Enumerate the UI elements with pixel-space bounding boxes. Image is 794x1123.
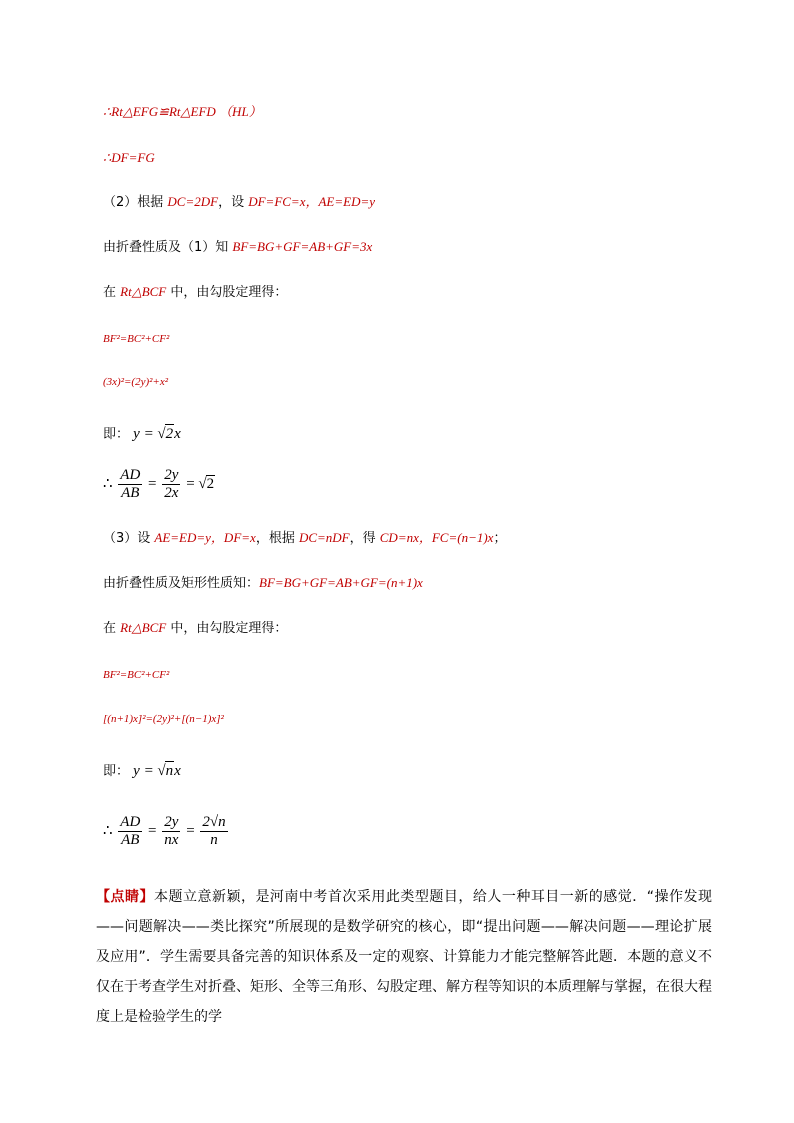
- part3-fold-eq: BF=BG+GF=AB+GF=(n+1)x: [259, 575, 423, 590]
- denominator: AB: [121, 485, 140, 501]
- therefore-symbol: ∴: [103, 822, 113, 839]
- numerator: 2y: [164, 467, 179, 483]
- part3-pythag-intro: [103, 619, 287, 638]
- denominator: n: [210, 832, 218, 848]
- result-math: y = √2x: [133, 426, 181, 442]
- text-segment: ，得: [349, 531, 380, 546]
- part2-fold-prefix: 由折叠性质及（1）知: [103, 240, 233, 255]
- text-segment: 在: [103, 621, 121, 636]
- part3-fold-line: [103, 574, 423, 593]
- fraction-2y-2x: [162, 467, 180, 502]
- part3-condition: DC=nDF: [298, 530, 350, 545]
- text-segment: ，根据: [255, 531, 299, 546]
- triangle-name: Rt△BCF: [120, 620, 167, 635]
- part3-fold-prefix: 由折叠性质及矩形性质知：: [103, 576, 260, 591]
- numerator: 2√n: [202, 814, 226, 830]
- ratio-equation-part3: ∴ $\frac{AD}{AB}$ = $\frac{2y}{nx}$ = $\frac{2√n}{n}$: [103, 814, 226, 848]
- result-label: 即：: [103, 427, 130, 442]
- numerator: AD: [120, 814, 141, 830]
- fraction-2sqrtn-n: [200, 814, 227, 849]
- pythag-equation-1: BF²=BC²+CF²: [103, 333, 170, 345]
- numerator: 2y: [164, 814, 179, 830]
- comment-text: 本题立意新颖，是河南中考首次采用此类型题目，给人一种耳目一新的感觉．“操作发现——问题解决——类比探究”所展现的是数学研究的核心，即“提出问题——解决问题——理论扩展及应用”．学生需要具备完善的知识体系及一定的观察、计算能力才能完整解答此题．本题的意义不仅在于考查学生对折叠、矩形、全等三角形、勾股定理、解方程等知识的本质理解与掌握，在很大程度上是检验学生的学: [96, 889, 712, 1025]
- pythag-equation-2: (3x)²=(2y)²+x²: [103, 376, 169, 388]
- text-segment: 中，由勾股定理得：: [166, 621, 288, 636]
- ratio-equation-part2: ∴ $\frac{AD}{AB}$ = $\frac{2y}{2x}$ = √2: [103, 467, 215, 501]
- denominator: 2x: [164, 485, 179, 501]
- fraction-ad-ab: [118, 814, 142, 849]
- numerator: AD: [120, 467, 141, 483]
- proof-line-congruence: ∴Rt△EFG≌Rt△EFD （HL）: [103, 104, 262, 119]
- triangle-name: Rt△BCF: [120, 284, 167, 299]
- part2-mid: ，设: [218, 195, 249, 210]
- text-segment: ；: [493, 531, 507, 546]
- text-segment: （3）设: [103, 531, 155, 546]
- part2-condition: DC=2DF: [167, 194, 219, 209]
- part2-variables: DF=FC=x，AE=ED=y: [248, 194, 376, 209]
- part3-derived: CD=nx，FC=(n−1)x: [379, 530, 494, 545]
- proof-line-df-fg: ∴DF=FG: [103, 150, 155, 165]
- part2-prefix: （2）根据: [103, 195, 168, 210]
- comment-tag: 【点睛】: [96, 889, 154, 905]
- fraction-2y-nx: [162, 814, 180, 849]
- text-segment: 在: [103, 285, 121, 300]
- result-math: y = √nx: [133, 763, 181, 779]
- pythag-equation-4: [(n+1)x]²=(2y)²+[(n−1)x]²: [103, 713, 224, 725]
- result-label: 即：: [103, 764, 130, 779]
- part2-fold-line: [103, 238, 372, 257]
- pythag-equation-3: BF²=BC²+CF²: [103, 669, 170, 681]
- part3-vars: AE=ED=y，DF=x: [154, 530, 256, 545]
- therefore-symbol: ∴: [103, 475, 113, 492]
- fraction-ad-ab: [118, 467, 142, 502]
- result-y-sqrt2x: [103, 424, 181, 444]
- part2-fold-eq: BF=BG+GF=AB+GF=3x: [232, 239, 373, 254]
- text-segment: 中，由勾股定理得：: [166, 285, 288, 300]
- denominator: nx: [164, 832, 179, 848]
- part2-pythag-intro: [103, 283, 287, 302]
- part3-setup-line: [103, 529, 506, 548]
- part2-setup-line: [103, 193, 375, 212]
- denominator: AB: [121, 832, 140, 848]
- result-y-sqrtnx: [103, 761, 181, 781]
- comment-paragraph: [96, 882, 712, 1032]
